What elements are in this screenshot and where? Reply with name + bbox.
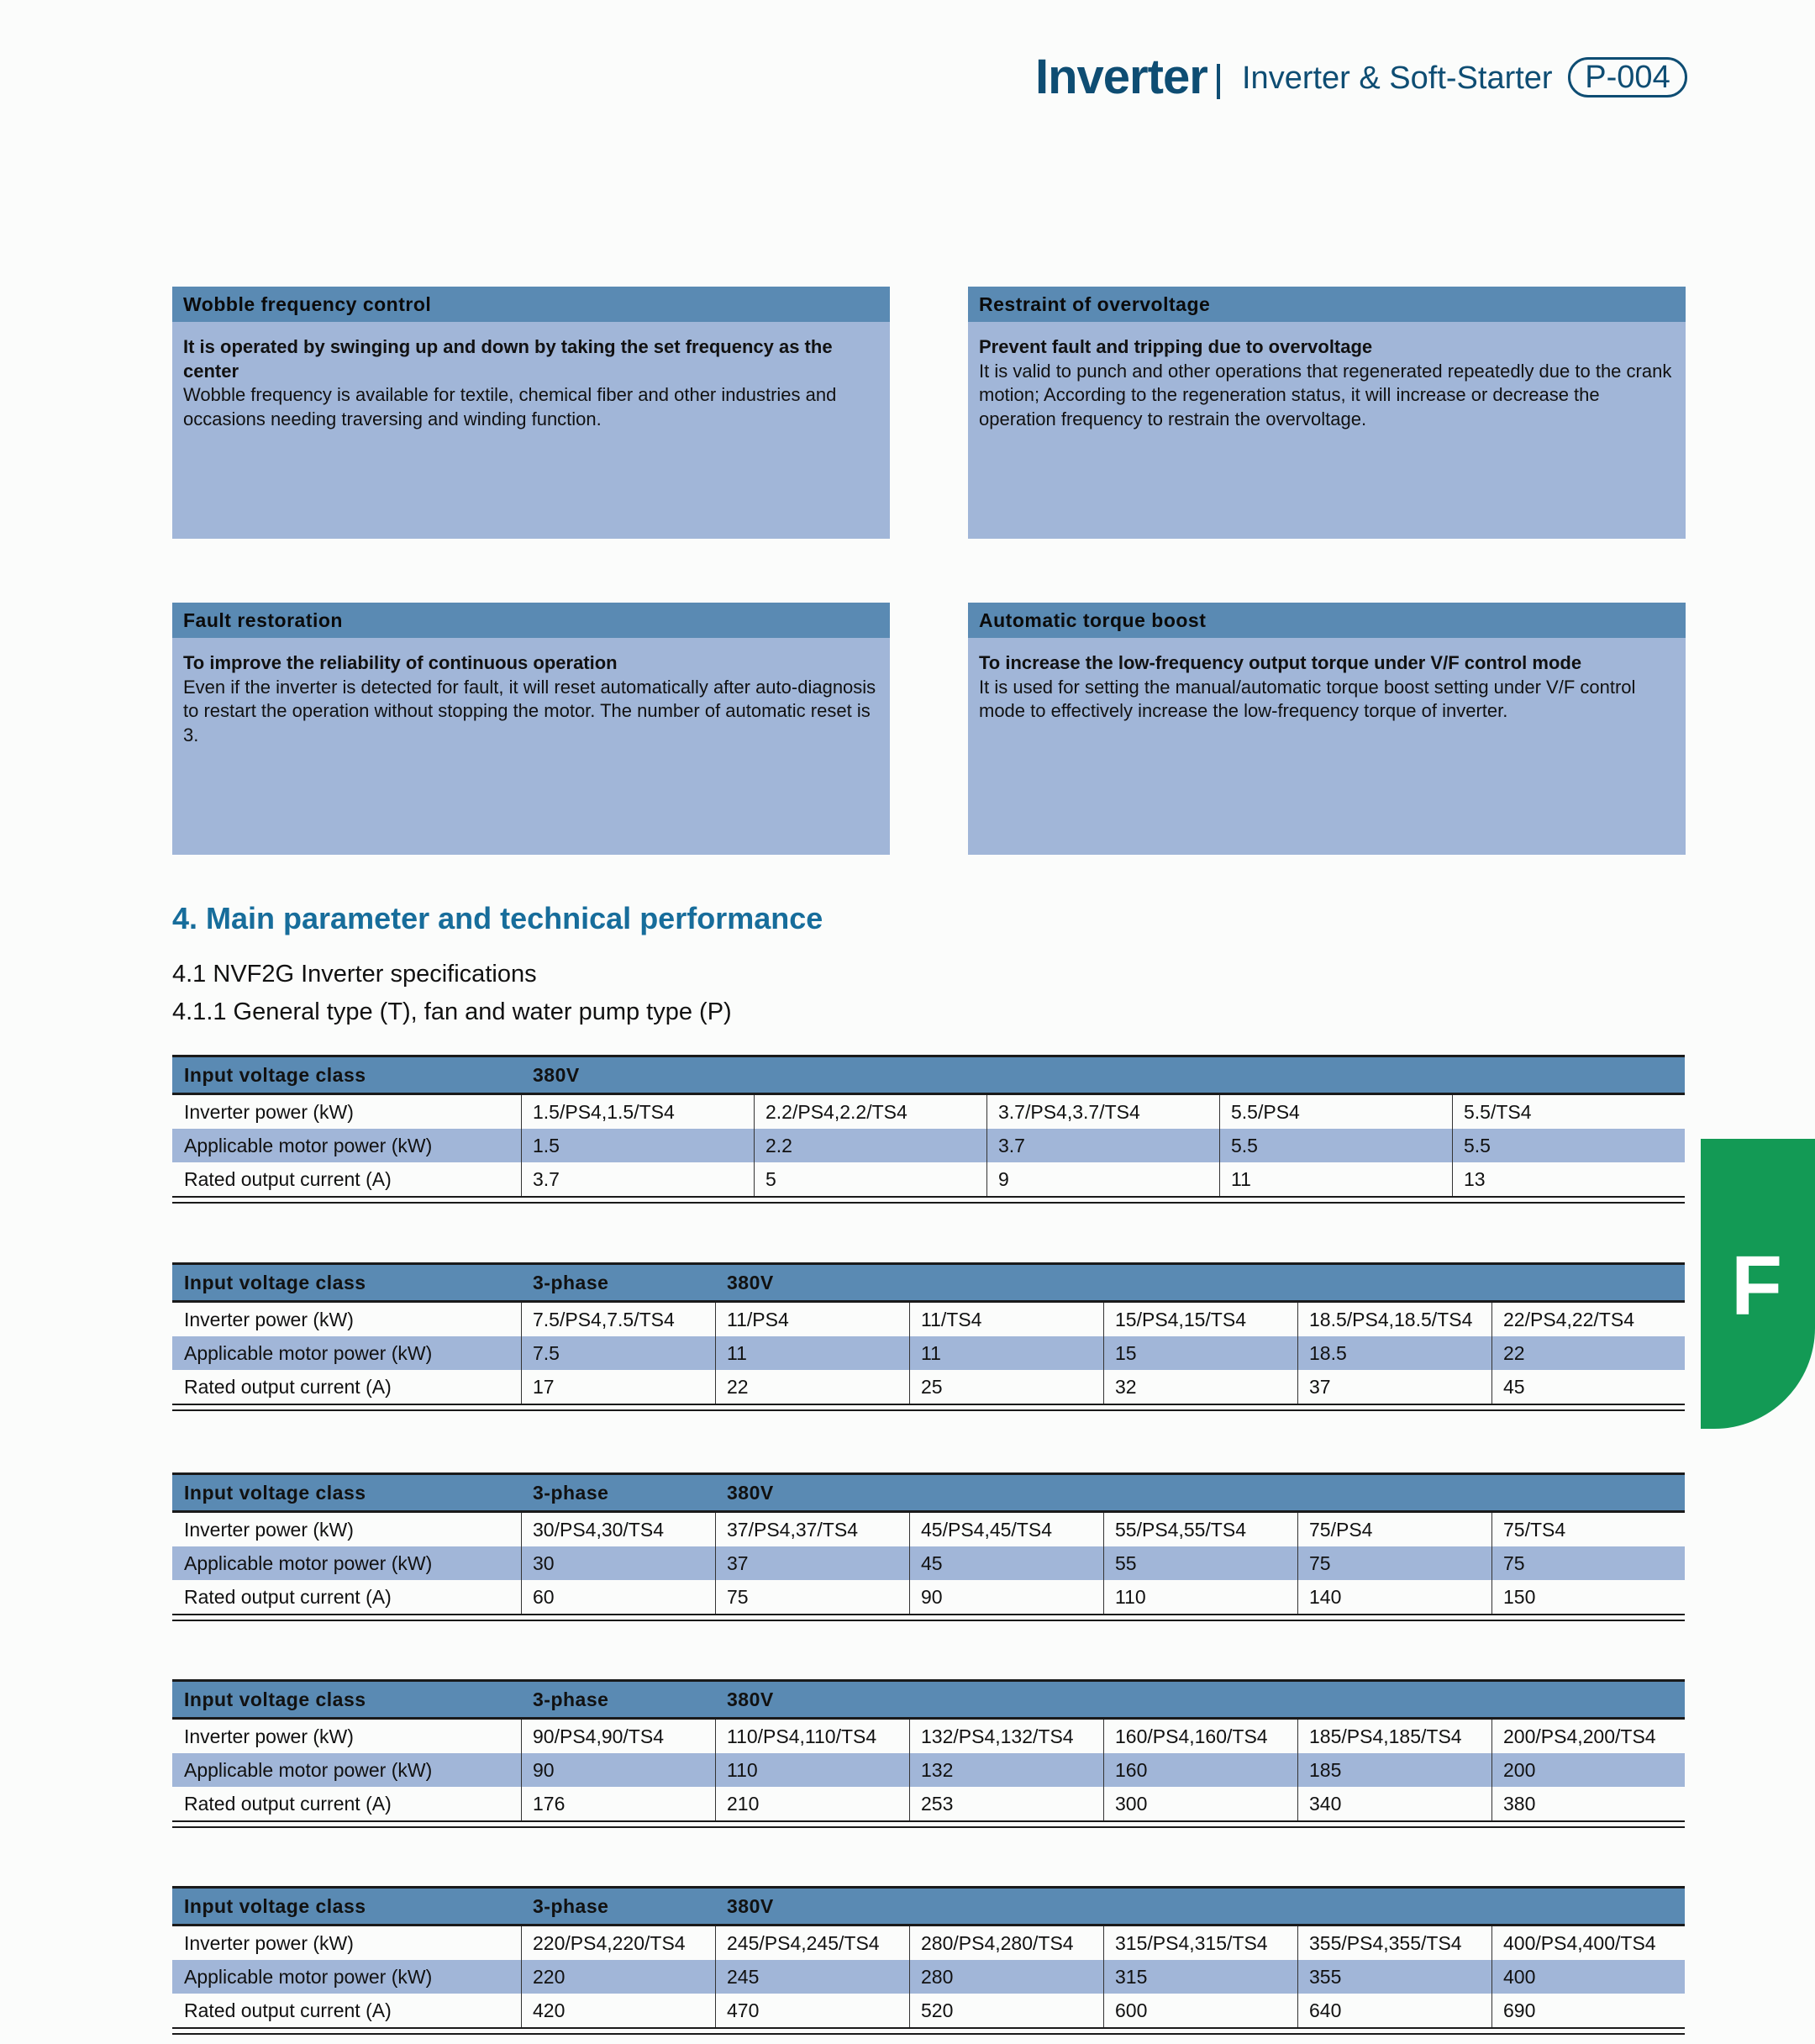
table-cell: 1.5 — [533, 1135, 560, 1156]
spec-table — [172, 1055, 1685, 1205]
table-cell: 37 — [1309, 1376, 1331, 1398]
feature-body: It is valid to punch and other operations that regenerated repeatedly due to the crank motion; According to the regeneration status, it will increase or decrease the operation frequency to restrain the overvoltage. — [979, 360, 1672, 429]
table-cell: 90 — [533, 1759, 555, 1781]
page-header — [992, 49, 1697, 108]
column-divider — [1491, 1513, 1492, 1614]
table-rule — [172, 1614, 1685, 1615]
row-label: Applicable motor power (kW) — [184, 1966, 433, 1988]
feature-lead: To improve the reliability of continuous operation — [183, 652, 618, 673]
table-cell: 380 — [1503, 1793, 1536, 1815]
table-cell: 3.7 — [533, 1168, 560, 1190]
column-divider — [521, 1303, 522, 1404]
feature-lead: To increase the low-frequency output torque under V/F control mode — [979, 652, 1582, 673]
table-cell: 37/PS4,37/TS4 — [727, 1519, 858, 1541]
table-cell: 280/PS4,280/TS4 — [921, 1932, 1074, 1954]
spec-table — [172, 1886, 1685, 2036]
chapter-tab — [1701, 1139, 1815, 1429]
table-cell: 110 — [727, 1759, 758, 1781]
table-cell: 2.2/PS4,2.2/TS4 — [765, 1101, 908, 1123]
column-divider — [1103, 1926, 1104, 2027]
header-subtitle: Inverter & Soft-Starter — [1242, 61, 1553, 96]
table-cell: 75 — [1309, 1552, 1331, 1574]
table-cell: 5.5 — [1464, 1135, 1491, 1156]
table-cell: 15 — [1115, 1342, 1137, 1364]
row-output-current — [172, 1787, 1685, 1820]
table-cell: 600 — [1115, 1999, 1148, 2021]
table-cell: 5.5/PS4 — [1231, 1101, 1300, 1123]
row-output-current — [172, 1994, 1685, 2027]
table-cell: 2.2 — [765, 1135, 792, 1156]
column-divider — [1491, 1926, 1492, 2027]
row-output-current — [172, 1162, 1685, 1196]
table-cell: 22/PS4,22/TS4 — [1503, 1309, 1634, 1330]
row-label: Applicable motor power (kW) — [184, 1759, 433, 1781]
table-cell: 132 — [921, 1759, 954, 1781]
table-cell: 45 — [921, 1552, 943, 1574]
table-cell: 355 — [1309, 1966, 1342, 1988]
table-cell: 11/TS4 — [921, 1309, 982, 1330]
feature-box-fault — [172, 603, 890, 855]
table-cell: 75/TS4 — [1503, 1519, 1566, 1541]
table-rule — [172, 1820, 1685, 1822]
table-cell: 315/PS4,315/TS4 — [1115, 1932, 1268, 1954]
feature-box-wobble — [172, 287, 890, 539]
table-rule — [172, 1202, 1685, 1204]
row-inverter-power — [172, 1303, 1685, 1336]
column-divider — [754, 1095, 755, 1196]
feature-body: Even if the inverter is detected for fault, it will reset automatically after auto-diagnosis to restart the operation without stopping the motor. The number of automatic reset is 3. — [183, 676, 876, 745]
row-label: Rated output current (A) — [184, 1376, 392, 1398]
table-cell: 5 — [765, 1168, 776, 1190]
table-cell: 45/PS4,45/TS4 — [921, 1519, 1052, 1541]
table-rule — [172, 2027, 1685, 2029]
table-cell: 75 — [1503, 1552, 1525, 1574]
row-inverter-power — [172, 1095, 1685, 1129]
spec-table — [172, 1472, 1685, 1623]
table-header-row — [172, 1057, 1685, 1095]
column-divider — [521, 1720, 522, 1820]
row-output-current — [172, 1370, 1685, 1404]
column-divider — [1452, 1095, 1453, 1196]
row-label: Inverter power (kW) — [184, 1101, 354, 1123]
table-cell: 90 — [921, 1586, 943, 1608]
column-divider — [1297, 1303, 1298, 1404]
row-inverter-power — [172, 1720, 1685, 1753]
table-cell: 140 — [1309, 1586, 1342, 1608]
feature-box-torque — [968, 603, 1686, 855]
row-label: Inverter power (kW) — [184, 1725, 354, 1747]
column-divider — [1297, 1720, 1298, 1820]
table-cell: 7.5 — [533, 1342, 560, 1364]
table-cell: 110/PS4,110/TS4 — [727, 1725, 877, 1747]
table-cell: 220/PS4,220/TS4 — [533, 1932, 686, 1954]
table-header-row — [172, 1475, 1685, 1513]
header-divider — [1217, 64, 1220, 99]
row-inverter-power — [172, 1926, 1685, 1960]
column-divider — [909, 1720, 910, 1820]
column-divider — [1297, 1513, 1298, 1614]
column-divider — [715, 1926, 716, 2027]
voltage-cell: 380V — [533, 1064, 580, 1086]
table-cell: 253 — [921, 1793, 954, 1815]
voltage-cell: 380V — [727, 1272, 774, 1293]
table-cell: 245/PS4,245/TS4 — [727, 1932, 880, 1954]
table-cell: 75/PS4 — [1309, 1519, 1373, 1541]
table-cell: 55/PS4,55/TS4 — [1115, 1519, 1246, 1541]
table-cell: 690 — [1503, 1999, 1536, 2021]
table-rule — [172, 1196, 1685, 1198]
table-cell: 640 — [1309, 1999, 1342, 2021]
column-divider — [521, 1513, 522, 1614]
table-cell: 13 — [1464, 1168, 1486, 1190]
table-rule — [172, 1409, 1685, 1411]
voltage-cell: 380V — [727, 1482, 774, 1504]
row-label: Input voltage class — [184, 1688, 366, 1710]
table-cell: 210 — [727, 1793, 760, 1815]
row-output-current — [172, 1580, 1685, 1614]
table-cell: 340 — [1309, 1793, 1342, 1815]
table-cell: 520 — [921, 1999, 954, 2021]
table-cell: 185/PS4,185/TS4 — [1309, 1725, 1462, 1747]
feature-title: Automatic torque boost — [968, 603, 1686, 638]
row-label: Rated output current (A) — [184, 1168, 392, 1190]
page-code-badge: P-004 — [1568, 57, 1687, 97]
table-cell: 11/PS4 — [727, 1309, 789, 1330]
table-cell: 245 — [727, 1966, 760, 1988]
table-cell: 300 — [1115, 1793, 1148, 1815]
table-cell: 90/PS4,90/TS4 — [533, 1725, 664, 1747]
column-divider — [1219, 1095, 1220, 1196]
table-cell: 5.5 — [1231, 1135, 1258, 1156]
row-motor-power — [172, 1753, 1685, 1787]
row-label: Applicable motor power (kW) — [184, 1342, 433, 1364]
table-cell: 11 — [727, 1342, 747, 1364]
table-cell: 11 — [921, 1342, 941, 1364]
table-cell: 315 — [1115, 1966, 1148, 1988]
spec-table — [172, 1679, 1685, 1830]
column-divider — [909, 1303, 910, 1404]
table-cell: 30 — [533, 1552, 555, 1574]
row-motor-power — [172, 1129, 1685, 1162]
feature-lead: Prevent fault and tripping due to overvoltage — [979, 336, 1373, 357]
table-cell: 11 — [1231, 1168, 1251, 1190]
table-cell: 55 — [1115, 1552, 1137, 1574]
table-cell: 1.5/PS4,1.5/TS4 — [533, 1101, 675, 1123]
column-divider — [521, 1095, 522, 1196]
table-cell: 3.7 — [998, 1135, 1025, 1156]
chapter-letter: F — [1731, 1239, 1783, 1333]
row-label: Rated output current (A) — [184, 1586, 392, 1608]
table-rule — [172, 1826, 1685, 1828]
spec-table — [172, 1262, 1685, 1413]
row-label: Input voltage class — [184, 1064, 366, 1086]
feature-body: It is used for setting the manual/automatic torque boost setting under V/F control mode to effectively increase the low-frequency torque of inverter. — [979, 676, 1636, 721]
subsection-title: 4.1 NVF2G Inverter specifications — [172, 961, 537, 988]
row-label: Inverter power (kW) — [184, 1309, 354, 1330]
table-cell: 132/PS4,132/TS4 — [921, 1725, 1074, 1747]
table-cell: 420 — [533, 1999, 566, 2021]
voltage-cell: 380V — [727, 1895, 774, 1917]
table-cell: 18.5 — [1309, 1342, 1347, 1364]
table-cell: 7.5/PS4,7.5/TS4 — [533, 1309, 675, 1330]
row-label: Input voltage class — [184, 1272, 366, 1293]
table-cell: 400 — [1503, 1966, 1536, 1988]
table-cell: 22 — [1503, 1342, 1525, 1364]
table-cell: 22 — [727, 1376, 749, 1398]
column-divider — [1103, 1513, 1104, 1614]
column-divider — [715, 1303, 716, 1404]
row-motor-power — [172, 1336, 1685, 1370]
row-label: Input voltage class — [184, 1482, 366, 1504]
feature-body: Wobble frequency is available for textile, chemical fiber and other industries and occasions needing traversing and winding function. — [183, 384, 837, 429]
feature-title: Restraint of overvoltage — [968, 287, 1686, 322]
row-label: Rated output current (A) — [184, 1999, 392, 2021]
column-divider — [1103, 1303, 1104, 1404]
column-divider — [1491, 1720, 1492, 1820]
voltage-cell: 380V — [727, 1688, 774, 1710]
table-cell: 30/PS4,30/TS4 — [533, 1519, 664, 1541]
column-divider — [715, 1720, 716, 1820]
table-rule — [172, 2033, 1685, 2035]
table-cell: 110 — [1115, 1586, 1146, 1608]
column-divider — [1491, 1303, 1492, 1404]
table-cell: 17 — [533, 1376, 555, 1398]
subsubsection-title: 4.1.1 General type (T), fan and water pump type (P) — [172, 998, 732, 1025]
table-cell: 75 — [727, 1586, 749, 1608]
table-cell: 32 — [1115, 1376, 1137, 1398]
header-title: Inverter — [1035, 50, 1207, 104]
table-cell: 150 — [1503, 1586, 1536, 1608]
row-label: Inverter power (kW) — [184, 1932, 354, 1954]
table-cell: 160/PS4,160/TS4 — [1115, 1725, 1268, 1747]
feature-title: Fault restoration — [172, 603, 890, 638]
phase-cell: 3-phase — [533, 1482, 609, 1504]
table-cell: 355/PS4,355/TS4 — [1309, 1932, 1462, 1954]
table-header-row — [172, 1889, 1685, 1926]
column-divider — [1103, 1720, 1104, 1820]
table-cell: 280 — [921, 1966, 954, 1988]
row-label: Input voltage class — [184, 1895, 366, 1917]
table-header-row — [172, 1682, 1685, 1720]
column-divider — [909, 1926, 910, 2027]
feature-box-overvoltage — [968, 287, 1686, 539]
table-cell: 5.5/TS4 — [1464, 1101, 1532, 1123]
table-cell: 45 — [1503, 1376, 1525, 1398]
table-cell: 200 — [1503, 1759, 1536, 1781]
row-motor-power — [172, 1960, 1685, 1994]
table-cell: 15/PS4,15/TS4 — [1115, 1309, 1246, 1330]
table-cell: 9 — [998, 1168, 1009, 1190]
table-cell: 220 — [533, 1966, 566, 1988]
feature-title: Wobble frequency control — [172, 287, 890, 322]
phase-cell: 3-phase — [533, 1688, 609, 1710]
column-divider — [986, 1095, 987, 1196]
row-label: Applicable motor power (kW) — [184, 1552, 433, 1574]
table-cell: 25 — [921, 1376, 943, 1398]
column-divider — [909, 1513, 910, 1614]
table-cell: 176 — [533, 1793, 566, 1815]
column-divider — [1297, 1926, 1298, 2027]
table-header-row — [172, 1265, 1685, 1303]
phase-cell: 3-phase — [533, 1895, 609, 1917]
row-label: Inverter power (kW) — [184, 1519, 354, 1541]
table-cell: 200/PS4,200/TS4 — [1503, 1725, 1656, 1747]
row-label: Rated output current (A) — [184, 1793, 392, 1815]
table-rule — [172, 1404, 1685, 1405]
table-rule — [172, 1620, 1685, 1621]
section-title: 4. Main parameter and technical performance — [172, 901, 823, 935]
table-cell: 400/PS4,400/TS4 — [1503, 1932, 1656, 1954]
table-cell: 18.5/PS4,18.5/TS4 — [1309, 1309, 1473, 1330]
table-cell: 470 — [727, 1999, 760, 2021]
row-inverter-power — [172, 1513, 1685, 1546]
table-cell: 160 — [1115, 1759, 1148, 1781]
row-label: Applicable motor power (kW) — [184, 1135, 433, 1156]
phase-cell: 3-phase — [533, 1272, 609, 1293]
column-divider — [715, 1513, 716, 1614]
feature-lead: It is operated by swinging up and down by taking the set frequency as the center — [183, 336, 833, 382]
table-cell: 3.7/PS4,3.7/TS4 — [998, 1101, 1140, 1123]
column-divider — [521, 1926, 522, 2027]
row-motor-power — [172, 1546, 1685, 1580]
table-cell: 60 — [533, 1586, 555, 1608]
table-cell: 185 — [1309, 1759, 1342, 1781]
table-cell: 37 — [727, 1552, 749, 1574]
